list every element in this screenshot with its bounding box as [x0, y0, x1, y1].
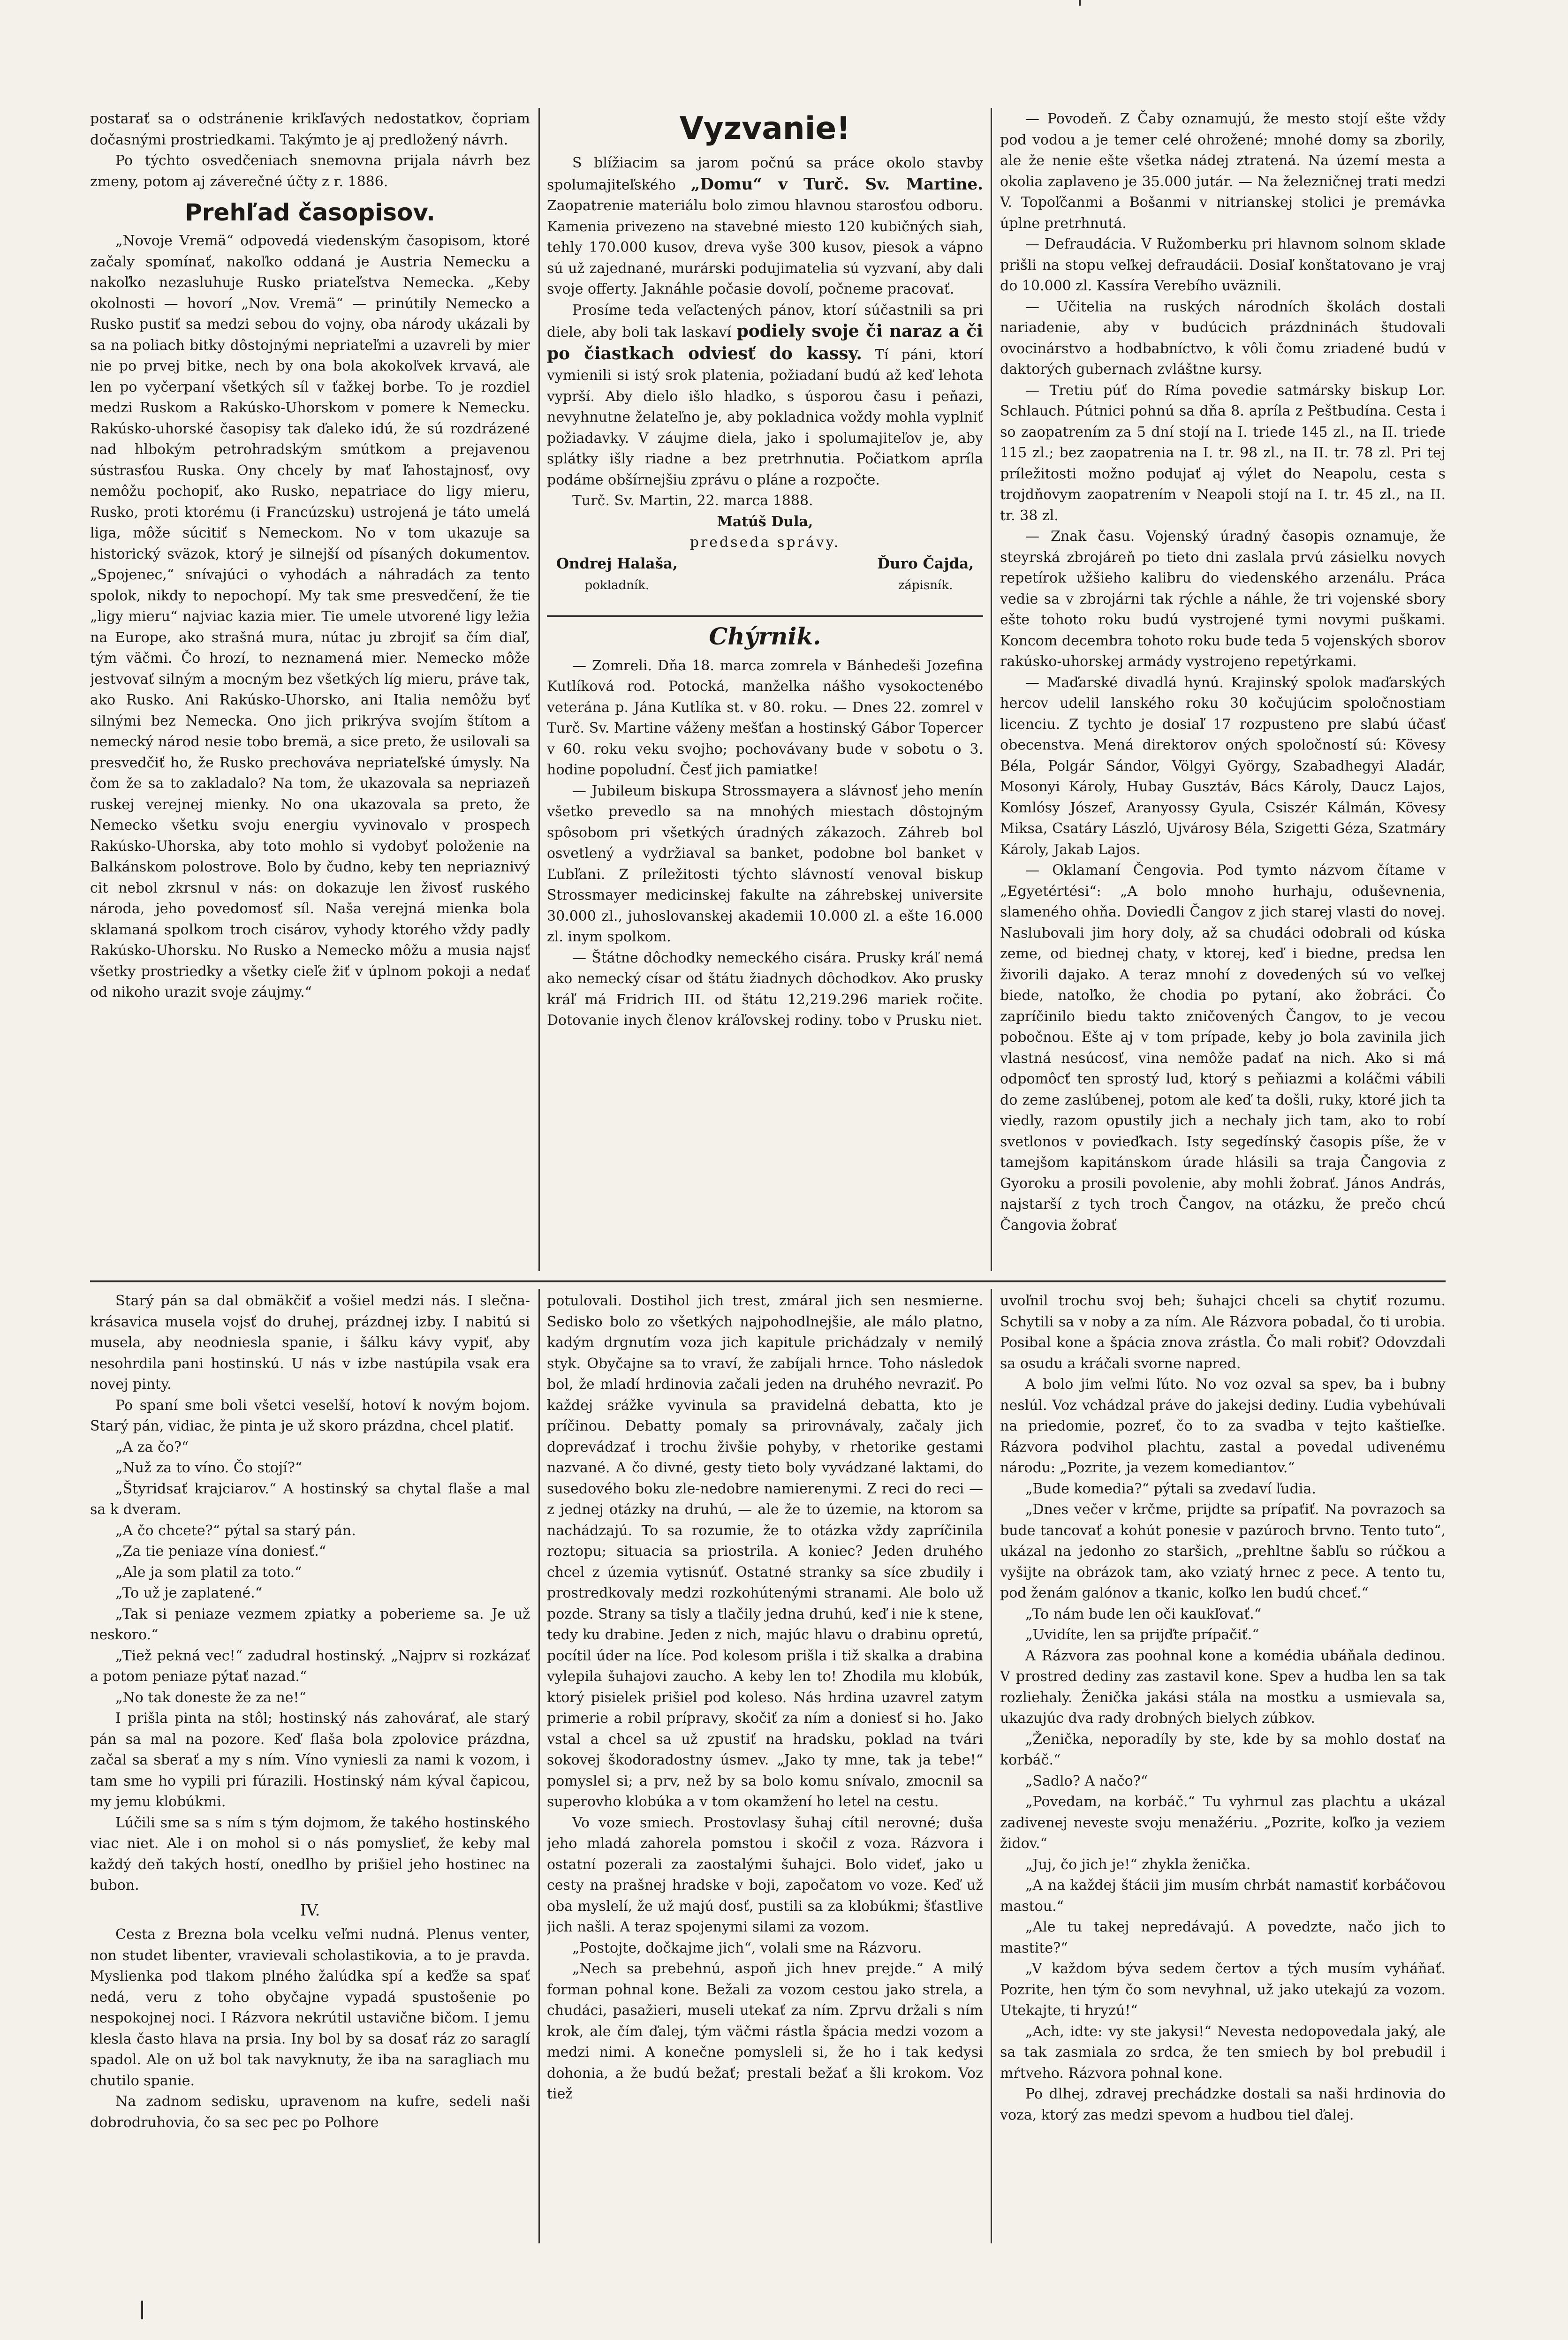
signature-chairman: Matúš Dula, [717, 513, 813, 530]
news-russian-teachers: — Učitelia na ruských národních školách dostali nariadenie, aby v budúcich prázdninách študovali ovocinárstvo a hodbabníctvo, k vôli čomu zriadené budú v daktorých gubernach zvláštne kursy. [1000, 298, 1446, 378]
feuilleton-dialogue: „Ženička, neporadíly by ste, kde by sa mohlo dostať na korbáč.“ [1000, 1731, 1446, 1768]
signature-secretary-name: Ďuro Čajda, [877, 555, 974, 572]
signature-treasurer [556, 553, 678, 596]
feuilleton-paragraph: uvoľnil trochu svoj beh; šuhajci chceli sa chytiť rozumu. Schytili sa v noby a za ním. Ale Rázvora pobadal, čo ti urobia. Posibal kone a špácia znova zrástla. Čo mali robiť? Odovzdali sa osudu a kráčali svorne napred. [1000, 1293, 1446, 1372]
feuilleton-chapter-heading: IV. [300, 1901, 320, 1920]
appeal-payment-emphasis: podiely svoje či naraz a či po čiastkach odviesť do kassy. [547, 321, 983, 363]
feuilleton-paragraph: Po dlhej, zdravej prechádzke dostali sa naši hrdinovia do voza, ktorý zas medzi spevom a hudbou tiel ďalej. [1000, 2086, 1446, 2123]
feuilleton-divider-2 [991, 1289, 992, 2243]
column-press-review [90, 109, 530, 1272]
feuilleton-paragraph: Na zadnom sedisku, upravenom na kufre, sedeli naši dobrodruhovia, čo sa sec pec po Polhore [90, 2093, 530, 2131]
feuilleton-paragraph: Lúčili sme sa s ním s tým dojmom, že takého hostinského viac niet. Ale i on mohol si o nás pomyslieť, že keby mal každý deň takých hostí, onedlho by prišiel jeho hostinec na bubon. [90, 1814, 530, 1893]
feuilleton-paragraph: potulovali. Dostihol jich trest, zmáral jich sen nesmierne. Sedisko bolo zo všetkých najpohodlnejšie, ale málo platno, kadým drgnutím voza jich kapitule prichádzaly v nemilý styk. Obyčajne sa to vraví, že zabíjali hrnce. Toho následok bol, že mladí hrdinovia začali jeden na druhého nevraziť. Po každej srážke vyvinula sa pravidelná debatta, kto je príčinou. Debatty pomaly sa prirovnávaly, začaly jich doprevádzať i trochu živšie pohyby, v rhetorike gestami nazvané. A čo divné, gesty tieto boly vyvádzané laktami, do susedového boku zle-nedobre namierenymi. Z reci do reci — z jednej otázky na druhú, — ale že to územie, na ktorom sa nachádzajú. To sa rozumie, že to otázka vždy zapríčinila roztopu; situacia sa priostrila. A koniec? Jeden druhého chcel z územia vytisnúť. Ostatné stranky sa síce zbudily i prostredkovaly medzi rozkohútenými stranami. Ale bolo už pozde. Strany sa tisly a tlačily jedna druhú, keď i nie k stene, tedy ku drabine. Jeden z nich, majúc hlavu o drabinu opretú, pocítil úder na líce. Pod kolesom prišla i tiž skalka a drabina vylepila šuhajovi zaucho. A keby len to! Zhodila mu klobúk, ktorý pisielek prišiel pod koleso. Nás hrdina uzavrel zatym primerie a robil prípravy, skočiť za ním a doniesť si ho. Jako vstal a chcel sa už zpustiť na hradsku, poklad na tvári sokovej škodoradostny úsmev. „Jako ty mne, tak ja tebe!“ pomyslel si; a prv, než by sa bolo komu snívalo, zmocnil sa superovho klobúka a v tom okamžení ho letel na cestu. [547, 1293, 983, 1810]
news-defraudation: — Defraudácia. V Ružomberku pri hlavnom solnom sklade prišli na stopu veľkej defraudácii. Dosiaľ konštatovano je vraj do 10.000 zl. Kassíra Verebího uväznili. [1000, 236, 1446, 294]
signatures-officers [547, 553, 983, 614]
feuilleton-dialogue: „Juj, čo jich je!“ zhykla ženička. [1025, 1856, 1251, 1873]
feuilleton-dialogue: „Postojte, dočkajme jich“, volali sme na Rázvoru. [572, 1939, 922, 1956]
feuilleton-column-2 [547, 1291, 983, 2243]
paragraph-appeal-construction [547, 153, 983, 300]
appeal-text-a: S blížiacim sa jarom počnú sa práce okolo stavby spolumajiteľského [547, 155, 983, 193]
paragraph-novoje-vremja: „Novoje Vremä“ odpovedá viedenským časopisom, ktoré začaly spomínať, nakoľko oddaná je Austria Nemecku a nakoľko nezasluhuje Rusko priateľstva Nemecka. „Keby okolnosti — hovorí „Nov. Vremä“ — prinútily Nemecko a Rusko pustiť sa medzi sebou do vojny, oba národy ukázali by sa na poliach bitky dôstojnými nepriateľmi a uzavreli by mier nie po prvej bitke, nech by ona bola akokoľvek krvavá, ale len po vyčerpaní všetkých síl v ťažkej borbe. To je rozdiel medzi Ruskom a Rakúsko-Uhorskom v pomere k Nemecku. Rakúsko-uhorské časopisy tak ďaleko idú, že sú rozdrázené nad hlbokým petrohradským smútkom a prejavenou sústrasťou Ruska. Ony chcely by mať ľahostajnosť, ovy nemôžu pochopiť, ako Rusko, nepatriace do ligy mieru, Rusko, proti ktorému (i Francúzsku) ustrojená je táto umelá liga, môže súcitiť s Nemeckom. No v tom ukazuje sa historický sväzok, ktorý je silnejší od písaných dokumentov. „Spojenec,“ snívajúci o vyhodách a náhradách za tento spolok, nikdy to nepochopí. My tak sme presvedčení, že tie „ligy mieru“ najviac kazia mier. Tie umele utvorené ligy ležia na Europe, ako strašná mura, nútac ju zbrojiť sa čím diaľ, tým väčmi. Čo hrozí, to neznamená mier. Nemecko môže jestvovať silným a mocným bez všetkých líg mieru, práve tak, ako Rusko. Ani Rakúsko-Uhorsko, ani Italia nemôžu byť silnými bez Nemecka. Ono jich prikrýva svojím štítom a nemecký národ nesie tobo bremä, a sice preto, že usilovali sa presvedčiť ho, že Rusko prechováva nepriateľské úmysly. Na čom že sa to zakladalo? Na tom, že ukazovala sa nepriazeň ruskej verejnej mienky. No ona ukazovala sa preto, že Nemecko všetku svoju energiu vyvinovalo v prospech Rakúsko-Uhorska, aby toto mohlo si vydobyť položenie na Balkánskom polostrove. Bolo by čudno, keby ten nepriaznivý cit nebol zkrsnul v nás: on dokazuje len živosť ruského národa, jeho povedomosť síl. Naša verejná mienka bola sklamaná spolkom troch cisárov, vyhody ktorého vždy padly Rakúsko-Uhorsku. No Rusko a Nemecko môžu a musia najsť všetky prostriedky a všetky cieľe žiť v úplnom pokoji a nedať od nikoho urazit svoje záujmy.“ [90, 233, 530, 1000]
feuilleton-paragraph: „Povedam, na korbáč.“ Tu vyhrnul zas plachtu a ukázal zadivenej neveste svoju menažériu. „Pozrite, koľko ja veziem židov.“ [1000, 1794, 1446, 1852]
signature-treasurer-role: pokladník. [584, 578, 650, 592]
feuilleton-column-3 [1000, 1291, 1446, 2243]
appeal-date: Turč. Sv. Martin, 22. marca 1888. [572, 492, 813, 509]
feuilleton-dialogue: „Uvidíte, len sa prijďte prípačiť.“ [1025, 1627, 1259, 1643]
news-rome-pilgrimage: — Tretiu púť do Ríma povedie satmársky biskup Lor. Schlauch. Pútnici pohnú sa dňa 8. apríla z Peštbudína. Cesta i so zaopatrením za 5 dní stojí na I. triede 145 zl., na II. triede 115 zl.; bez zaopatrenia na I. tr. 98 zl., na II. tr. 78 zl. Pri tej príležitosti možno podujať aj výlet do Neapolu, cesta s trojdňovym zaopatrením v Neapoli stojí na I. tr. 45 zl., na II. tr. 38 zl. [1000, 382, 1446, 524]
appeal-dom-name: „Domu“ v Turč. Sv. Martine. [690, 174, 983, 194]
heading-press-review: Prehľad časopisov. [185, 199, 435, 226]
scan-mark [1079, 0, 1081, 6]
feuilleton-dialogue: „A čo chcete?“ pýtal sa starý pán. [115, 1522, 356, 1539]
paragraph-appeal-payment [547, 300, 983, 491]
news-hungarian-theatres: — Maďarské divadlá hynú. Krajinský spolok maďarských hercov udelil lanského roku 30 kočujúcim spoločnostiam licenciu. Z tychto je dosiaľ 17 rozpustenо pre slabú účasť obecenstva. Mená direktorov oných spoločností sú: Kövesy Béla, Polgár Sándor, Völgyi György, Szabadhegyi Aladár, Mosonyi Károly, Hubay Gusztáv, Bács Károly, Daucz Lajos, Komlósy Jószef, Aranyossy Gyula, Csiszér Kálmán, Kövesy Miksa, Csatáry László, Ujvárosy Béla, Szigetti Géza, Szatmáry Károly, Jakab Lajos. [1000, 674, 1446, 858]
paragraph-prior-article-vote: Po týchto osvedčeniach snemovna prijala návrh bez zmeny, potom aj záverečné účty z r. 1886. [90, 152, 530, 190]
feuilleton-paragraph: „Tak si peniaze vezmem zpiatky a poberieme sa. Je už neskoro.“ [90, 1605, 530, 1643]
signature-treasurer-name: Ondrej Halaša, [556, 555, 678, 572]
feuilleton-dialogue: „No tak doneste že za ne!“ [115, 1689, 306, 1706]
signature-secretary [877, 553, 974, 596]
feuilleton-paragraph: A bolo jim veľmi ľúto. No voz ozval sa spev, ba i bubny neslúl. Voz vchádzal práve do jakejsi dediny. Ľudia vybehúvali na priedomie, pozreť, čo to za svadba v tejto kaštieľke. Rázvora podvihol plachtu, zastal a povedal udivenému národu: „Pozrite, ja vezem komediantov.“ [1000, 1376, 1446, 1476]
signature-secretary-role: zápisník. [898, 578, 953, 592]
feuilleton-paragraph: „Tiež pekná vec!“ zadudral hostinský. „Najprv si rozkázať a potom peniaze pýtať nazad.“ [90, 1647, 530, 1685]
feuilleton-paragraph: Cesta z Brezna bola vcelku veľmi nudná. Plenus venter, non studet libenter, vravievali scholastikovia, a to je pravda. Myslienka pod tlakom plného žalúdka spí a keďže sa spať nedá, veru z toho obyčajne vypadá spustošenie po nespokojnej noci. I Rázvora nekrútil ustavične bičom. I jemu klesla často hlava na prsia. Iny bol by sa dosať ráz zo saraglí spadol. Ale on už bol tak navyknuty, že iba na saragliach mu chutilo spanie. [90, 1926, 530, 2089]
feuilleton-dialogue: „A na každej štácii jim musím chrbát namastiť korbáčovou mastou.“ [1000, 1877, 1446, 1915]
feuilleton-dialogue: „To nám bude len oči kaukľovať.“ [1025, 1605, 1262, 1622]
feuilleton-dialogue: „Ale ja som platil za toto.“ [115, 1564, 302, 1581]
column-news-continued [1000, 109, 1446, 1272]
feuilleton-paragraph: Starý pán sa dal obmäkčiť a vošiel medzi nás. I slečna-krásavica musela vojsť do druhej, prázdnej izby. I nabitú si musela, aby neodniesla spanie, i šálku kávy vypiť, aby nesohrdila pani hostinskú. U nás v izbe nastúpila vsak era novej pinty. [90, 1293, 530, 1393]
news-emperor-income: — Štátne dôchodky nemeckého cisára. Prusky kráľ nemá ako nemecký císar od štátu žiadnych dôchodkov. Ako prusky kráľ má Fridrich III. od štátu 12,219.296 mariek ročite. Dotovanie inych členov kráľovskej rodiny. tobo v Prusku niet. [547, 949, 983, 1029]
feuilleton-divider-1 [538, 1289, 540, 2243]
feuilleton-paragraph: „V každom býva sedem čertov a tých musím vyháňať. Pozrite, hen tým čo som nevyhnal, už jako utekajú za vozom. Utekajte, ti hryzú!“ [1000, 1961, 1446, 2019]
paragraph-prior-article-end: postarať sa o odstránenie krikľavých nedostatkov, čopriam dočasnými prostriedkami. Takýmto je aj predložený návrh. [90, 111, 530, 148]
heading-appeal: Vyzvanie! [679, 110, 851, 146]
feuilleton-separator [90, 1280, 1446, 1282]
heading-news: Chýrnik. [709, 622, 821, 650]
feuilleton-paragraph: „Štyridsať krajciarov.“ A hostinský sa chytal flaše a mal sa k dveram. [90, 1480, 530, 1518]
news-deceived-csango: — Oklamaní Čengovia. Pod tymto názvom čítame v „Egyetértési“: „A bolo mnoho hurhaju, oduševnenia, slameného ohňa. Doviedli Čangov z jich starej vlasti do novej. Naslubovali jim hory doly, až sa chudáci odobrali od kúska zeme, od biednej chaty, v ktorej, keď i biedne, predsa len živorili dajako. A teraz mnohí z dovedených sú vo veľkej biede, natoľko, že chodia po pytaní, ako žobráci. Čo zapríčinilo biedu takto zničovených Čangov, to je vecou pobočnou. Ešte aj v tom prípade, keby jo bola zavinila jich vlastná nesúcosť, vina nemôže padať na nich. Ako si má odpomôcť ten sprostý lud, ktorý s peňiazmi a koláčmi vábili do zeme zaslúbenej, potom ale keď ta došli, ruky, ktoré jich ta viedly, razom opustily jich a nechaly jich tam, ako to robí svetlonos v povieďkach. Isty segedínský časopis píše, že v tamejšom kapitánskom úrade hlásili sa traja Čangovia z Gyoroku a prosili povolenie, aby mohli žobrať. János András, najstarší z tych troch Čangov, na otázku, že prečo chcú Čangovia žobrať [1000, 862, 1446, 1234]
feuilleton-paragraph: „Nech sa prebehnú, aspoň jich hnev prejde.“ A milý forman pohnal kone. Bežali za vozom cestou jako strela, a chudáci, pasažieri, museli utekať za ním. Zprvu držali s ním krok, ale čím ďalej, tým väčmi rástla špácia medzi vozom a medzi nimi. A konečne pomysleli si, že ho i tak kedysi dohonia, a že budú bežať; prestali bežať a šli krokom. Voz tiež [547, 1961, 983, 2102]
feuilleton-paragraph: „Ach, idte: vy ste jakysi!“ Nevesta nedopovedala jaký, ale sa tak zasmiala zo srdca, že ten smiech by bol prebudil i mŕtveho. Rázvora pohnal kone. [1000, 2023, 1446, 2082]
appeal-payment-a: Prosíme teda veľactených pánov, ktorí súčastnili sa pri diele, aby boli tak laskaví [547, 302, 983, 341]
feuilleton-paragraph: Po spaní sme boli všetci veselší, hotoví k novým bojom. Starý pán, vidiac, že pinta je už skoro prázdna, chcel platiť. [90, 1397, 530, 1434]
feuilleton-dialogue: „Za tie peniaze vína doniesť.“ [115, 1543, 326, 1560]
feuilleton-paragraph: Vo voze smiech. Prostovlasy šuhaj cítil nerovné; duša jeho mladá zahorela pomstou i skočil z voza. Rázvora i ostatní pozerali za zaostalými šuhajci. Bolo videť, jako u cesty na prašnej hradske v boji, započatom vo voze. Keď už oba myslelí, že už majú dosť, pustili sa za klobúkmi; šťastlive jich našli. A teraz spojenymi silami za vozom. [547, 1814, 983, 1935]
appeal-payment-b: Tí páni, ktorí vymienili si istý srok platenia, požiadaní budú až keď lehota vyprší. Aby dielo išlo hladko, s úsporou času i peňazi, nevyhnutne želateľno je, aby pokladnica voždy mohla vyplniť požiadavky. V záujme diela, jako i spolumajiteľov je, aby splátky išly riadne a bez pretrhnutia. Počiatkom apríla podáme obšírnejšiu zprávu o pláne a rozpočte. [547, 346, 983, 488]
feuilleton-paragraph: „Dnes večer v krčme, prijdte sa prípaťiť. Na povrazoch sa bude tancovať a kohút ponesie v pazúroch brvno. Tento tuto“, ukázal na jedonho zo staršich, „prehltne šabľu so rúčkou a vyšijte na obrázok tam, ako vziatý hrnec z pece. A tento tu, pod ženám galónov a tkanic, koľko len budú chceť.“ [1000, 1501, 1446, 1601]
news-top-rule [547, 615, 983, 617]
feuilleton-dialogue: „Bude komedia?“ pýtali sa zvedaví ľudia. [1025, 1480, 1316, 1497]
scan-mark [141, 2301, 143, 2319]
feuilleton-dialogue: „Ale tu takej nepredávajú. A povedzte, načo jich to mastite?“ [1000, 1919, 1446, 1956]
feuilleton-dialogue: „To už je zaplatené.“ [115, 1585, 263, 1601]
column-divider-1 [538, 108, 540, 1271]
news-strossmayer-jubilee: — Jubileum biskupa Strossmayera a slávnosť jeho menín všetko prevedlo sa na mnohých miestach dôstojným spôsobom pri všetkých úradných zákazoch. Záhreb bol osvetlený a vydržiaval sa banket, podobne bol banket v Ľubľani. Z príležitosti týchto slávností venoval biskup Strossmayer medicinskej fakulte na záhrebskej universite 30.000 zl., juhoslovanskej akademii 10.000 zl. a ešte 16.000 zl. inym spolkom. [547, 782, 983, 945]
feuilleton-paragraph: I prišla pinta na stôl; hostinský nás zahovárať, ale starý pán sa mal na pozore. Keď flaša bola zpolovice prázdna, začal sa sberať a my s ním. Víno vyniesli za nami k vozom, i tam sme ho vypili pri fúrazili. Hostinský nám kýval čapicou, my jemu klobúkmi. [90, 1710, 530, 1810]
feuilleton-paragraph: A Rázvora zas poohnal kone a komédia ubáňala dedinou. V prostred dediny zas zastavil kone. Spev a hudba len sa tak rozliehaly. Ženička jakási stála na mostku a usmievala sa, ukazujúc dva rady drobných bielych zúbkov. [1000, 1647, 1446, 1727]
feuilleton-dialogue: „Nuž za to víno. Čo stojí?“ [115, 1460, 303, 1476]
column-appeal-news [547, 109, 983, 1272]
signature-chairman-role: predseda správy. [689, 534, 841, 551]
news-flood: — Povodeň. Z Čaby oznamujú, že mesto stojí ešte vždy pod vodou a je temer celé ohrožené; mnohé domy sa zborily, ale že nenie ešte všetka nádej ztratená. Na území mesta a okolia zaplaveno je 35.000 jutár. — Na železničnej trati medzi V. Topoľčanmi a Bošanmi v nitrianskej stolici je premávka úplne pretrhnutá. [1000, 111, 1446, 232]
news-deaths: — Zomreli. Dňa 18. marca zomrela v Bánhedeši Jozefina Kutlíková rod. Potocká, manželka nášho vysokoctenébo veterána p. Jána Kutlíka st. v 80. roku. — Dnes 22. zomrel v Turč. Sv. Martine váženy mešťan a hostinský Gábor Topercer v 60. roku veku svojho; pochovávany bude v sobotu o 3. hodine popoludní. Česť jich pamiatke! [547, 657, 983, 778]
feuilleton-dialogue: „Sadlo? A načo?“ [1025, 1772, 1148, 1789]
column-divider-2 [991, 108, 992, 1271]
feuilleton-column-1 [90, 1291, 530, 2243]
news-sign-of-time: — Znak času. Vojenský úradný časopis oznamuje, že steyrská zbrojáreň po tieto dni zaslala prvú zásielku novych repetírok užšieho kalibru do viedenského arzenálu. Práca vedie sa v zbrojárni tak rýchle a náhle, že tri vojenské sbory ešte tohoto roku budú vystrojené tymi novymi puškami. Koncom decembra tohoto roku bude teda 5 vojenských sborov rakúsko-uhorskej armády vystrojeno repetýrkami. [1000, 528, 1446, 670]
feuilleton-dialogue: „A za čo?“ [115, 1439, 189, 1455]
appeal-text-b: Zaopatrenie materiálu bolo zimou hlavnou starosťou odboru. Kamenia privezeno na stavebné miesto 120 kubičných siah, tehly 170.000 kusov, dreva vyše 300 kusov, piesok a vápno sú už zajednané, murárski podujimatelia sú vyzvaní, aby dali svoje offerty. Jaknáhle počasie dovolí, počneme pracovať. [547, 197, 983, 297]
